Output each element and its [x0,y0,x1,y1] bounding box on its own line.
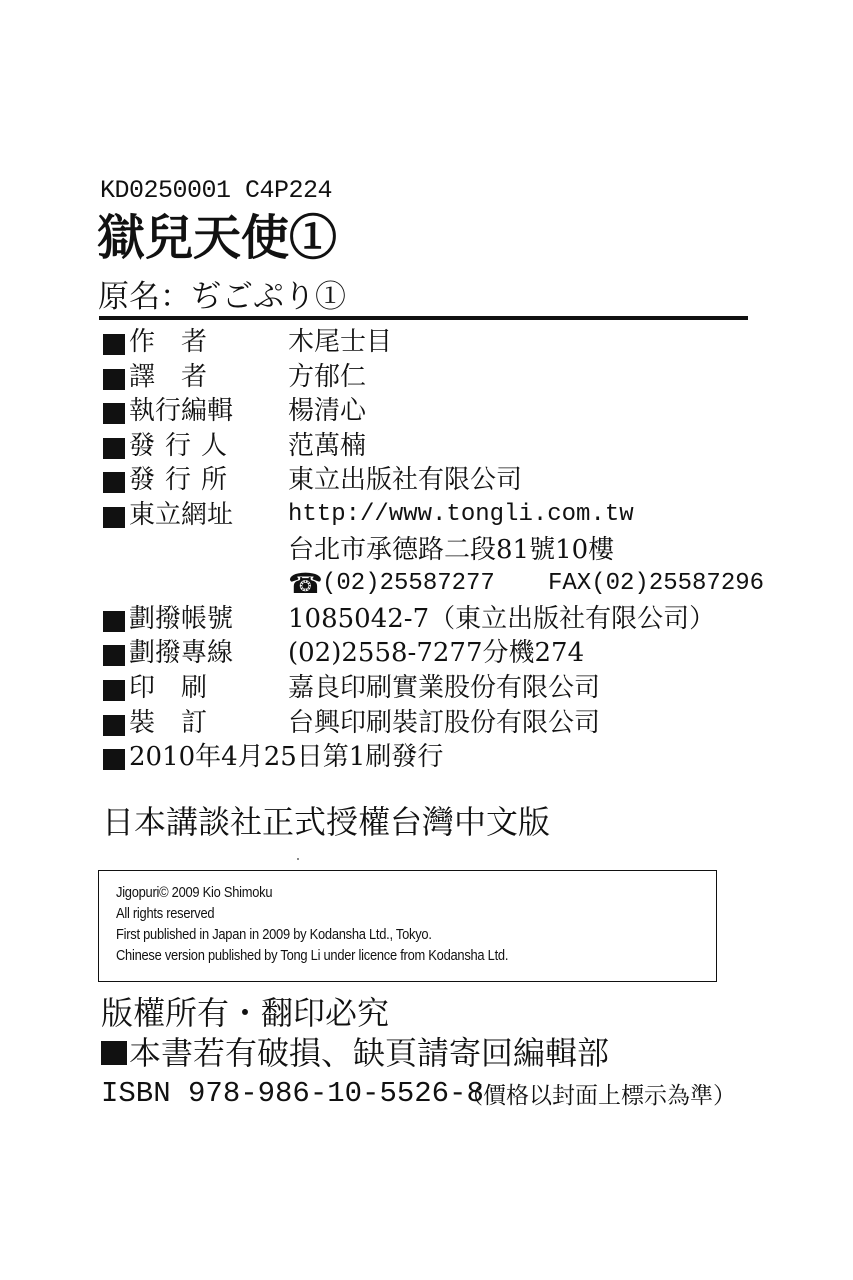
address-text: 台北市承德路二段81號10樓 [288,534,615,565]
square-bullet-icon [103,715,125,736]
credits-block [101,325,765,775]
square-bullet-icon [103,334,125,355]
credit-row-postal-line [101,636,761,671]
phone-value [288,567,495,601]
publication-date-row [101,740,761,775]
credit-value: 東立出版社有限公司 [288,465,523,496]
credit-row-binder [101,706,761,741]
credit-label: 執行編輯 [129,396,234,427]
credit-value: 木尾士目 [288,327,393,357]
credit-row-printer [101,671,761,706]
square-bullet-icon [103,611,125,632]
copyright-box [98,870,717,982]
credit-row-author [101,325,761,360]
square-bullet-icon [101,1041,127,1065]
credit-label: 譯 者 [129,361,208,392]
product-code: KD0250001 C4P224 [100,176,333,205]
credit-label: 發行人 [129,430,238,461]
fax-number: FAX(02)25587296 [548,570,765,598]
square-bullet-icon [103,749,125,770]
credit-row-website [101,498,761,533]
book-title: 獄兒天使① [97,210,338,266]
telephone-icon [288,573,316,595]
address-row [101,533,761,568]
square-bullet-icon [103,438,125,459]
credit-value: 台興印刷裝訂股份有限公司 [288,707,601,738]
rights-reserved: 版權所有・翻印必究 [101,994,390,1032]
square-bullet-icon [103,680,125,701]
original-title: 原名：ぢごぷり① [98,279,346,315]
square-bullet-icon [103,403,125,424]
copyright-line: Jigopuri© 2009 Kio Shimoku [116,884,273,901]
square-bullet-icon [103,472,125,493]
credit-row-publishing-house [101,463,761,498]
square-bullet-icon [103,369,125,390]
damage-notice-text: 本書若有破損、缺頁請寄回編輯部 [129,1034,610,1072]
damage-notice [101,1033,609,1073]
credit-value: 范萬楠 [288,430,367,461]
divider-rule [99,316,748,320]
website-link[interactable]: http://www.tongli.com.tw [288,500,634,528]
credit-value: 楊清心 [288,396,367,427]
credit-label: 發行所 [129,465,238,496]
credit-label: 裝 訂 [129,707,208,738]
credit-value: 嘉良印刷實業股份有限公司 [288,672,601,703]
square-bullet-icon [103,645,125,666]
credit-row-postal-account [101,602,761,637]
credit-value: 方郁仁 [288,361,367,392]
copyright-line: All rights reserved [116,905,215,922]
phone-row [101,567,765,602]
credit-row-publisher [101,429,761,464]
copyright-line: First published in Japan in 2009 by Kodansha Ltd., Tokyo. [116,926,432,943]
isbn: ISBN 978-986-10-5526-8 [101,1077,484,1110]
credit-label: 作 者 [129,327,208,357]
phone-number: (02)25587277 [322,570,495,598]
credit-value: 1085042-7（東立出版社有限公司） [288,603,716,634]
credit-label: 印 刷 [129,672,208,703]
price-note: （價格以封面上標示為準） [460,1083,736,1109]
credit-row-translator [101,360,761,395]
speck [297,858,299,860]
credit-label: 劃撥專線 [129,638,234,669]
authorization-line: 日本講談社正式授權台灣中文版 [102,803,551,841]
copyright-line: Chinese version published by Tong Li under licence from Kodansha Ltd. [116,947,509,964]
credit-label: 東立網址 [129,499,234,530]
square-bullet-icon [103,507,125,528]
credit-value: (02)2558-7277分機274 [288,638,585,669]
publication-date: 2010年4月25日第1刷發行 [129,742,444,773]
credit-label: 劃撥帳號 [129,603,234,634]
credit-row-editor [101,394,761,429]
